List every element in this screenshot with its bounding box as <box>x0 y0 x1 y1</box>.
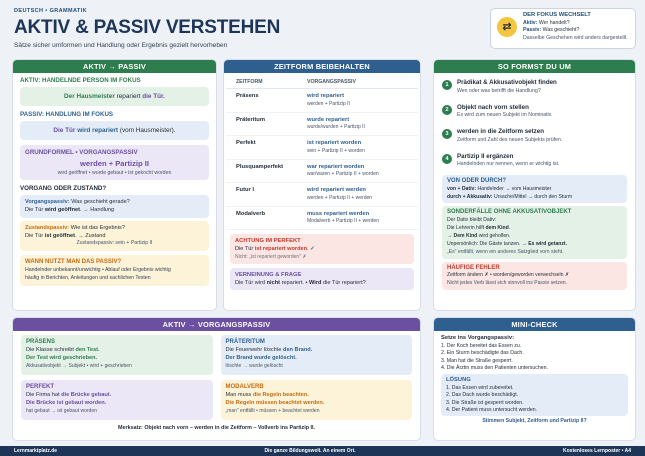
step-desc: Es wird zum neuen Subjekt im Nominativ. <box>457 112 553 118</box>
tense-row <box>226 183 418 207</box>
footer-center: Die ganze Bildungswelt. An einem Ort. <box>264 448 356 454</box>
perfekt-warning: ACHTUNG IM PERFEKT Die Tür ist repariert worden. ✓ Nicht: „ist repariert geworden" ✗ <box>230 234 414 264</box>
example-card-title: PRÄTERITUM <box>225 339 265 345</box>
step-desc: Zeitform und Zahl des neuen Subjekts prüfen. <box>457 136 563 143</box>
step-number-icon: 4 <box>442 154 452 164</box>
tense-example-cell <box>307 93 350 108</box>
mini-title: Setze ins Vorgangspassiv: <box>441 335 515 341</box>
loesung-item: 1. Das Essen wird zubereitet. <box>446 384 514 391</box>
panel-mini-check <box>433 317 636 441</box>
example-aktiv: Man muss die Regeln beachten. <box>225 391 309 398</box>
tense-example: wurde repariert <box>307 116 350 123</box>
tense-name: Präteritum <box>236 116 265 123</box>
step-body <box>457 128 562 147</box>
tense-formula: Modalverb + Partizip II + werden <box>307 218 379 224</box>
footer-left[interactable]: Lernmarktplatz.de <box>14 448 58 454</box>
step-title: Objekt nach vorn stellen <box>457 103 529 111</box>
focus-note: Dasselbe Geschehen wird anders dargestellt. <box>523 34 628 41</box>
panel-so-formst-du-um <box>433 59 636 311</box>
tense-example-cell <box>307 117 365 132</box>
header <box>14 8 484 49</box>
passiv-title: PASSIV: HANDLUNG IM FOKUS <box>20 111 114 118</box>
example-card <box>21 380 213 420</box>
step-body <box>457 79 557 98</box>
step-body <box>457 104 552 123</box>
tense-formula: sein + Partizip II + worden <box>307 147 365 154</box>
tense-example: war repariert worden <box>307 163 365 170</box>
step-item <box>434 75 635 100</box>
formula-main: werden + Partizip II <box>80 159 149 168</box>
step-number-icon: 2 <box>442 105 452 115</box>
mini-item: 4. Die Ärztin muss den Patienten untersuchen. <box>441 365 548 371</box>
aktiv-example: Der Hausmeister repariert die Tür. <box>20 87 209 106</box>
example-note: löschte → wurde gelöscht <box>225 362 283 369</box>
example-passiv: Der Test wird geschrieben. <box>26 354 98 361</box>
vq-title: VORGANG ODER ZUSTAND? <box>20 185 107 192</box>
focus-box <box>490 8 636 49</box>
tense-row <box>226 136 418 160</box>
step-number-icon: 1 <box>442 80 452 90</box>
loesung-item: 2. Das Dach wurde beschädigt. <box>446 392 519 398</box>
example-card <box>221 380 413 420</box>
example-card-title: PERFEKT <box>26 384 55 390</box>
panel-zeitform-head: ZEITFORM BEIBEHALTEN <box>224 60 420 73</box>
panel-vorgangspassiv <box>12 317 421 441</box>
tense-row <box>226 207 418 231</box>
vorgang-card: Vorgangspassiv: Was geschieht gerade? Die Tür wird geöffnet. → Handlung <box>20 195 209 218</box>
example-cards <box>13 331 420 424</box>
example-card <box>21 335 213 375</box>
panel-aktiv-passiv-head: AKTIV → PASSIV <box>13 60 216 73</box>
loesung-item: 4. Der Patient muss untersucht werden. <box>446 407 538 413</box>
wann-card: WANN NUTZT MAN DAS PASSIV? Handelnder unbekannt/unwichtig • Ablauf oder Ergebnis wichtig häufig in Berichten, Anleitungen und sachlichen Texten <box>20 255 209 286</box>
step-item <box>434 100 635 125</box>
fehler-box: HÄUFIGE FEHLER Zeitform ändern ✗ • worden/geworden verwechseln ✗ Nicht jedes Verb lässt sich sinnvoll ins Passiv setzen. <box>442 262 627 290</box>
tense-example: wird repariert werden <box>307 187 366 193</box>
mini-item: 1. Der Koch bereitet das Essen zu. <box>441 342 522 349</box>
mini-foot: Stimmen Subjekt, Zeitform und Partizip II? <box>482 418 587 424</box>
aktiv-title: AKTIV: HANDELNDE PERSON IM FOKUS <box>20 77 141 84</box>
panel-so-head: SO FORMST DU UM <box>434 60 635 73</box>
example-passiv: Die Brücke ist gebaut worden. <box>26 399 107 406</box>
panel-mini-head: MINI-CHECK <box>434 318 635 331</box>
panel-vorgangspassiv-head: AKTIV → VORGANGSPASSIV <box>13 318 420 331</box>
tense-example-cell <box>307 140 365 155</box>
passiv-example: Die Tür wird repariert (vom Hausmeister). <box>20 121 209 140</box>
step-item <box>434 124 635 149</box>
tense-table <box>224 89 420 230</box>
tense-formula: war/waren + Partizip II + worden <box>307 171 379 177</box>
step-body <box>457 153 559 172</box>
example-note: „man" entfällt • müssen + beachtet werden <box>225 407 320 414</box>
von-durch-box: VON ODER DURCH? von + Dativ: Handelnder → vom Hausmeister durch + Akkusativ: Ursache/Mittel → durch den Sturm <box>442 175 627 203</box>
panel-aktiv-passiv <box>12 59 217 311</box>
example-note: Akkusativobjekt → Subjekt • wird + geschrieben <box>26 362 132 369</box>
steps-list <box>434 73 635 173</box>
tense-formula: werden + Partizip II <box>307 100 350 107</box>
loesung-box: LÖSUNG 1. Das Essen wird zubereitet. 2. Das Dach wurde beschädigt. 3. Die Straße ist gesperrt worden. 4. Der Patient muss untersucht werden. <box>441 374 628 416</box>
page-subtitle: Sätze sicher umformen und Handlung oder Ergebnis gezielt hervorheben <box>14 42 228 49</box>
tense-example-cell <box>307 187 372 202</box>
step-item <box>434 149 635 174</box>
tense-example: ist repariert worden <box>307 140 362 146</box>
tense-name: Plusquamperfekt <box>236 163 284 170</box>
step-number-icon: 3 <box>442 129 452 139</box>
panel-zeitform <box>223 59 421 311</box>
formula-sub: wird geöffnet • wurde gebaut • ist gekocht worden <box>57 170 172 176</box>
example-aktiv: Die Feuerwehr löschte den Brand. <box>225 346 313 353</box>
tense-table-header: ZEITFORM VORGANGSPASSIV <box>226 73 418 89</box>
tense-name: Modalverb <box>236 210 265 217</box>
focus-aktiv: Aktiv: Wer handelt? <box>523 19 570 26</box>
tense-row <box>226 113 418 137</box>
tense-name: Perfekt <box>236 140 256 146</box>
tense-example: wird repariert <box>307 93 345 99</box>
mini-item: 3. Man hat die Straße gesperrt. <box>441 357 513 364</box>
example-aktiv: Die Firma hat die Brücke gebaut. <box>26 391 112 398</box>
formula-box <box>20 145 209 180</box>
tense-formula: wurde/wurden + Partizip II <box>307 124 365 130</box>
tense-name: Futur I <box>236 187 255 193</box>
formula-title: GRUNDFORMEL • VORGANGSPASSIV <box>25 149 138 156</box>
loesung-item: 3. Die Straße ist gesperrt worden. <box>446 399 524 406</box>
focus-passiv: Passiv: Was geschieht? <box>523 27 580 33</box>
swap-arrows-icon: ⇄ <box>497 17 517 37</box>
step-desc: Wen oder was betrifft die Handlung? <box>457 87 541 94</box>
step-title: Partizip II ergänzen <box>457 152 514 160</box>
example-passiv: Die Regeln müssen beachtet werden. <box>225 399 325 406</box>
example-aktiv: Die Klasse schreibt den Test. <box>26 346 100 353</box>
example-card-title: PRÄSENS <box>26 339 56 345</box>
mini-items <box>441 343 628 372</box>
example-card <box>221 335 413 375</box>
tense-row <box>226 89 418 113</box>
step-title: werden in die Zeitform setzen <box>457 128 544 135</box>
tense-example-cell <box>307 211 379 226</box>
example-card-title: MODALVERB <box>225 384 264 390</box>
sonderfaelle-box: SONDERFÄLLE OHNE AKKUSATIVOBJEKT Der Dativ bleibt Dativ: Die Lehrerin hilft dem Kind. → Dem Kind wird geholfen. Unpersönlich: Die Gäste tanzen. → Es wird getanzt. „Es" entfällt, wenn ein anderes Satzglied vorn steht. <box>442 206 627 259</box>
zustand-card: Zustandspassiv: Wie ist das Ergebnis? Die Tür ist geöffnet. → Zustand Zustandspassiv: sein + Partizip II <box>20 221 209 251</box>
tense-example-cell <box>307 164 379 179</box>
page-title: AKTIV & PASSIV VERSTEHEN <box>14 17 281 38</box>
footer <box>0 446 645 456</box>
tense-formula: werden + Partizip II + werden <box>307 194 373 201</box>
merksatz: Merksatz: Objekt nach vorn – werden in die Zeitform – Vollverb ins Partizip II. <box>117 425 315 431</box>
mini-item: 2. Ein Sturm beschädigte das Dach. <box>441 350 524 356</box>
tense-example: muss repariert werden <box>307 210 370 217</box>
step-title: Prädikat & Akkusativobjekt finden <box>457 79 557 86</box>
example-note: hat gebaut → ist gebaut worden <box>26 407 97 414</box>
header-kicker: DEUTSCH • GRAMMATIK <box>14 8 87 14</box>
negation-question-box: VERNEINUNG & FRAGE Die Tür wird nicht repariert. • Wird die Tür repariert? <box>230 268 414 290</box>
focus-title: DER FOKUS WECHSELT <box>523 12 591 18</box>
step-desc: Handelnden nur nennen, wenn er wichtig ist. <box>457 161 560 167</box>
example-passiv: Der Brand wurde gelöscht. <box>225 354 297 361</box>
tense-name: Präsens <box>236 93 259 99</box>
footer-right: Kostenloses Lernposter • A4 <box>563 448 631 454</box>
tense-row <box>226 160 418 184</box>
